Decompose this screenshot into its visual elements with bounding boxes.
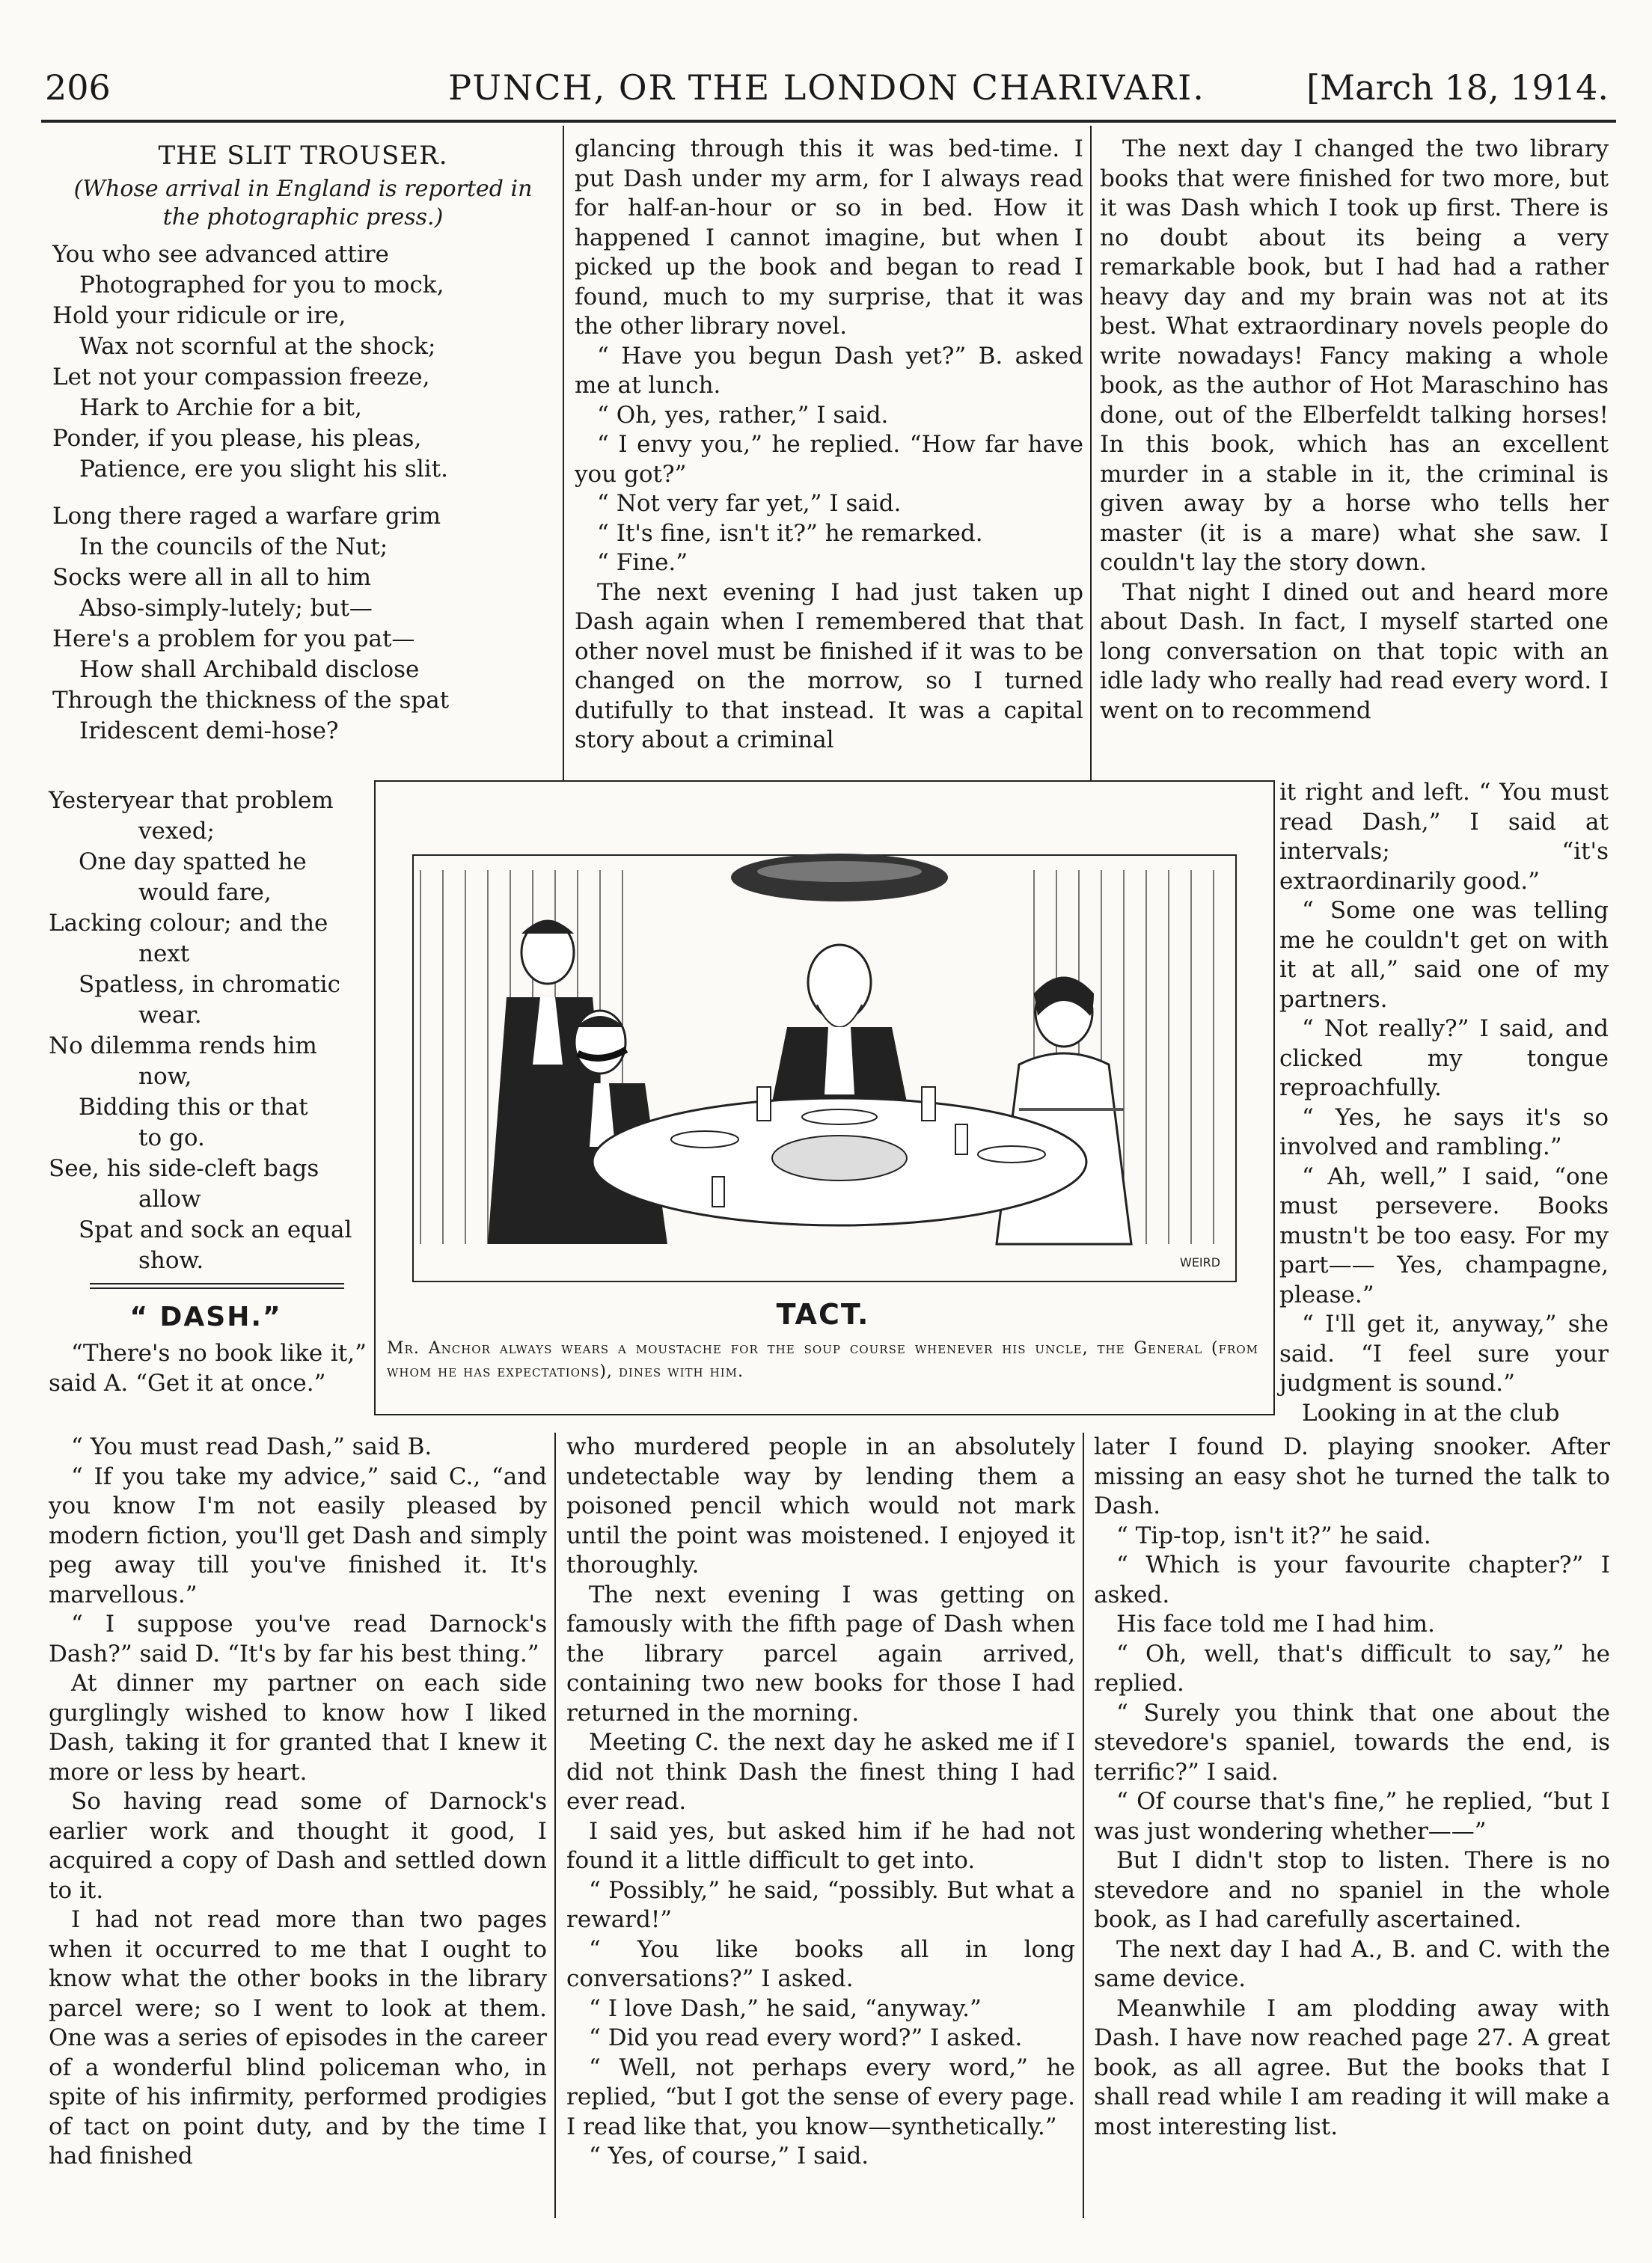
poem-line: Hark to Archie for a bit,	[79, 394, 362, 421]
issue-date: [March 18, 1914.	[1306, 67, 1609, 108]
poem-line: Iridescent demi-hose?	[79, 717, 339, 744]
paragraph: “ I envy you,” he replied. “How far have you got?”	[575, 431, 1083, 488]
poem-line: show.	[138, 1247, 204, 1274]
poem-line: now,	[138, 1063, 192, 1090]
paragraph: glancing through this it was bed-time. I put Dash under my arm, for I always read for half-an-hour or so in bed. How it happened I cannot imagine, but when I picked up the book and began to read I found, much to my surprise, that it was the other library novel.	[575, 135, 1083, 340]
paragraph: “ Some one was telling me he couldn't get on with it at all,” said one of my partners.	[1279, 897, 1609, 1013]
section-divider	[90, 1287, 344, 1289]
paragraph: So having read some of Darnock's earlier work and thought it good, I acquired a copy of Dash and settled down to it.	[49, 1788, 547, 1904]
paragraph: “ Oh, well, that's difficult to say,” he replied.	[1094, 1640, 1610, 1697]
paragraph: it right and left. “ You must read Dash,” I said at intervals; “it's extraordinarily good.”	[1279, 779, 1609, 895]
article-column-1-top	[49, 1339, 367, 1398]
cartoon-signature: WEIRD	[1180, 1255, 1221, 1270]
poem-line: Ponder, if you please, his pleas,	[52, 425, 422, 452]
paragraph: “ Have you begun Dash yet?” B. asked me at lunch.	[575, 342, 1083, 399]
paragraph: “ Did you read every word?” I asked.	[589, 2024, 1023, 2051]
column-rule-1-bottom	[554, 1433, 556, 2218]
poem-line: Wax not scornful at the shock;	[79, 333, 436, 360]
poem-line: Here's a problem for you pat—	[52, 625, 415, 652]
paragraph: “ It's fine, isn't it?” he remarked.	[597, 519, 983, 547]
poem-line: Through the thickness of the spat	[52, 687, 450, 714]
poem-stanza-2	[52, 501, 554, 747]
paragraph: “ I suppose you've read Darnock's Dash?” said D. “It's by far his best thing.”	[49, 1611, 547, 1668]
poem-line: In the councils of the Nut;	[79, 533, 388, 560]
paragraph: The next evening I had just taken up Dash again when I remembered that that other novel must be finished if it was to be changed on the morrow, so I turned dutifully to that instead. It was a capital story about a criminal	[575, 578, 1083, 753]
poem-line: next	[138, 940, 190, 967]
paragraph: “ You must read Dash,” said B.	[71, 1433, 432, 1460]
paragraph: I had not read more than two pages when it occurred to me that I ought to know what the other books in the library parcel were; so I went to look at them. One was a series of episodes in the career of a wonderful blind policeman who, in spite of his infirmity, performed prodigies of tact on point duty, and by the time I had finished	[49, 1906, 547, 2169]
column-rule-1-top	[563, 126, 564, 784]
article-title: “ DASH.”	[129, 1302, 282, 1332]
poem-line: One day spatted he	[79, 848, 307, 875]
publication-title: PUNCH, OR THE LONDON CHARIVARI.	[448, 67, 1205, 108]
poem-line: See, his side-cleft bags	[49, 1155, 319, 1182]
section-divider	[90, 1283, 344, 1284]
poem-line: Socks were all in all to him	[52, 564, 372, 591]
poem-stanza-3	[49, 786, 367, 1276]
cartoon-frame	[374, 780, 1275, 1415]
poem-line: Photographed for you to mock,	[79, 272, 444, 298]
poem-line: Yesteryear that problem	[49, 787, 334, 814]
paragraph: The next evening I was getting on famously with the fifth page of Dash when the library parcel again arrived, containing two new books for those I had returned in the morning.	[566, 1581, 1075, 1727]
poem-title: THE SLIT TROUSER.	[158, 141, 448, 171]
paragraph: “ Of course that's fine,” he replied, “but I was just wondering whether——”	[1094, 1788, 1610, 1845]
poem-line: Lacking colour; and the	[49, 910, 328, 937]
article-column-1	[49, 1433, 547, 2172]
poem-line: Long there raged a warfare grim	[52, 503, 441, 530]
paragraph: But I didn't stop to listen. There is no stevedore and no spaniel in the whole book, as I had carefully ascertained.	[1094, 1847, 1610, 1933]
poem-line: would fare,	[138, 879, 272, 906]
paragraph: That night I dined out and heard more about Dash. In fact, I myself started one long conversation on that topic with an idle lady who really had read every word. I went on to recommend	[1100, 578, 1609, 724]
paragraph: “ Yes, he says it's so involved and rambling.”	[1279, 1103, 1609, 1160]
cartoon-title: TACT.	[776, 1298, 870, 1331]
poem-subtitle: (Whose arrival in England is reported in the photographic press.)	[73, 176, 533, 230]
paragraph: “ Which is your favourite chapter?” I asked.	[1094, 1552, 1610, 1608]
poem-line: Abso-simply-lutely; but—	[79, 595, 373, 622]
paragraph: “ Well, not perhaps every word,” he replied, “but I got the sense of every page. I read like that, you know—synthetically.”	[566, 2054, 1075, 2140]
page-header	[45, 67, 1609, 120]
article-column-3-top	[1100, 135, 1609, 726]
paragraph: “ Ah, well,” I said, “one must persevere. Books mustn't be too easy. For my part—— Yes, champagne, please.”	[1279, 1163, 1609, 1308]
paragraph: “ Possibly,” he said, “possibly. But what a reward!”	[566, 1876, 1075, 1933]
paragraph: “ Yes, of course,” I said.	[589, 2143, 869, 2169]
paragraph: The next day I had A., B. and C. with the same device.	[1094, 1935, 1610, 1992]
paragraph: “ Not really?” I said, and clicked my tongue reproachfully.	[1279, 1015, 1609, 1101]
poem-line: Spatless, in chromatic	[79, 971, 340, 998]
poem-stanza-1	[52, 239, 554, 485]
article-column-2-top	[575, 135, 1083, 756]
paragraph: “ Not very far yet,” I said.	[597, 490, 902, 517]
article-column-2	[566, 1433, 1075, 2172]
paragraph: Meeting C. the next day he asked me if I did not think Dash the finest thing I had ever read.	[566, 1729, 1075, 1815]
paragraph: “ I'll get it, anyway,” she said. “I feel sure your judgment is sound.”	[1279, 1311, 1609, 1397]
paragraph: Meanwhile I am plodding away with Dash. I have now reached page 27. A great book, as all agree. But the books that I shall read while I am reading it will make a most interesting list.	[1094, 1994, 1610, 2140]
page-number: 206	[45, 67, 111, 108]
paragraph: I said yes, but asked him if he had not found it a little difficult to get into.	[566, 1817, 1075, 1874]
paragraph: Looking in at the club	[1302, 1399, 1560, 1427]
cartoon-illustration	[398, 825, 1251, 1296]
paragraph: “ Fine.”	[597, 549, 688, 576]
poem-line: Patience, ere you slight his slit.	[79, 456, 448, 483]
paragraph: “ Tip-top, isn't it?” he said.	[1116, 1522, 1431, 1549]
cartoon-caption: Mr. Anchor always wears a moustache for the soup course whenever his uncle, the General (from whom he has expectations), dines with him.	[387, 1339, 1258, 1381]
paragraph: The next day I changed the two library books that were finished for two more, but it was Dash which I took up first. There is no doubt about its being a very remarkable book, but I had had a rather heavy day and my brain was not at its best. What extraordinary novels people do write nowadays! Fancy making a whole book, as the author of Hot Maraschino has done, out of the Elberfeldt talking horses! In this book, which has an excellent murder in a stable in it, the criminal is given away by a horse who tells her master (it is a mare) what she saw. I couldn't lay the story down.	[1100, 135, 1609, 576]
poem-line: Bidding this or that	[79, 1094, 308, 1121]
poem-line: Spat and sock an equal	[79, 1216, 352, 1243]
paragraph: “ You like books all in long conversations?” I asked.	[566, 1935, 1075, 1992]
header-rule	[41, 120, 1616, 123]
poem-line: to go.	[138, 1124, 205, 1151]
paragraph: His face told me I had him.	[1116, 1611, 1435, 1638]
article-column-3	[1094, 1433, 1610, 2142]
poem-line: Hold your ridicule or ire,	[52, 302, 346, 329]
poem-line: You who see advanced attire	[52, 241, 389, 268]
paragraph: “ If you take my advice,” said C., “and you know I'm not easily pleased by modern fiction, you'll get Dash and simply peg away till you've finished it. It's marvellous.”	[49, 1463, 547, 1608]
paragraph: “ Oh, yes, rather,” I said.	[597, 401, 889, 429]
paragraph: later I found D. playing snooker. After missing an easy shot he turned the talk to Dash.	[1094, 1433, 1610, 1519]
paragraph: who murdered people in an absolutely undetectable way by lending them a poisoned pencil which would not mark until the point was moistened. I enjoyed it thoroughly.	[566, 1433, 1075, 1578]
article-column-3-mid	[1279, 778, 1609, 1428]
column-rule-2-top	[1090, 126, 1092, 784]
paragraph: “There's no book like it,” said A. “Get it at once.”	[49, 1340, 367, 1397]
paragraph: At dinner my partner on each side gurglingly wished to know how I liked Dash, taking it for granted that I knew it more or less by heart.	[49, 1670, 547, 1786]
poem-line: wear.	[138, 1002, 202, 1029]
poem-line: Let not your compassion freeze,	[52, 364, 430, 391]
paragraph: “ Surely you think that one about the stevedore's spaniel, towards the end, is terrific?” I said.	[1094, 1699, 1610, 1786]
paragraph: “ I love Dash,” he said, “anyway.”	[589, 1994, 982, 2022]
poem	[52, 135, 554, 747]
poem-line: No dilemma rends him	[49, 1032, 317, 1059]
poem-line: vexed;	[138, 818, 215, 845]
column-rule-2-bottom	[1083, 1433, 1084, 2218]
poem-line: How shall Archibald disclose	[79, 656, 420, 683]
poem-line: allow	[138, 1186, 201, 1213]
